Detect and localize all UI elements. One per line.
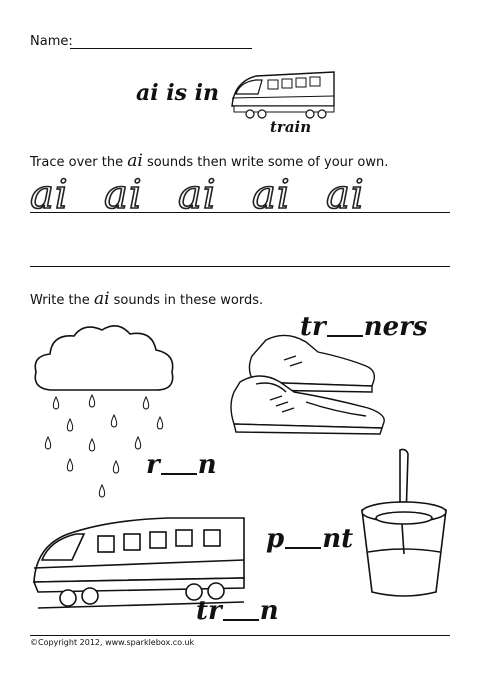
title-text: ai is in: [136, 80, 220, 106]
name-label: Name:: [30, 34, 73, 49]
trace-instruction-before: Trace over the: [30, 155, 124, 170]
trace-instruction: [30, 151, 388, 171]
word-part: r: [146, 450, 160, 480]
trace-instruction-after: sounds then write some of your own.: [146, 155, 389, 170]
trace-item[interactable]: ai: [326, 172, 365, 218]
word-part: tr: [196, 596, 222, 626]
copyright-text: ©Copyright 2012, www.sparklebox.co.uk: [30, 638, 195, 647]
word-part: ners: [363, 312, 428, 342]
word-train: [196, 596, 279, 626]
word-part: tr: [300, 312, 326, 342]
trace-baseline: [30, 212, 450, 213]
words-instruction: [30, 289, 263, 309]
word-blank[interactable]: [223, 619, 259, 621]
cloud-icon: [30, 320, 180, 400]
word-paint: [266, 524, 353, 554]
word-blank[interactable]: [327, 335, 363, 337]
train-icon: [228, 66, 340, 122]
train-caption: train: [270, 118, 312, 136]
trace-item[interactable]: ai: [104, 172, 143, 218]
word-blank[interactable]: [285, 547, 321, 549]
footer-rule: [30, 635, 450, 636]
name-field-line[interactable]: [70, 48, 252, 49]
writing-line[interactable]: [30, 266, 450, 267]
word-part: p: [266, 524, 285, 554]
word-blank[interactable]: [161, 473, 197, 475]
trainers-icon: [226, 330, 396, 434]
trace-item[interactable]: ai: [252, 172, 291, 218]
word-part: n: [259, 596, 279, 626]
trace-instruction-sound: ai: [127, 151, 143, 171]
paint-pot-icon: [356, 448, 452, 598]
word-part: nt: [322, 524, 354, 554]
word-part: n: [197, 450, 217, 480]
word-trainers: [300, 312, 428, 342]
words-instruction-sound: ai: [93, 289, 110, 309]
words-instruction-after: sounds in these words.: [113, 293, 264, 308]
words-instruction-before: Write the: [30, 293, 90, 308]
trace-item[interactable]: ai: [178, 172, 217, 218]
trace-item[interactable]: ai: [30, 172, 69, 218]
word-rain: [146, 450, 217, 480]
